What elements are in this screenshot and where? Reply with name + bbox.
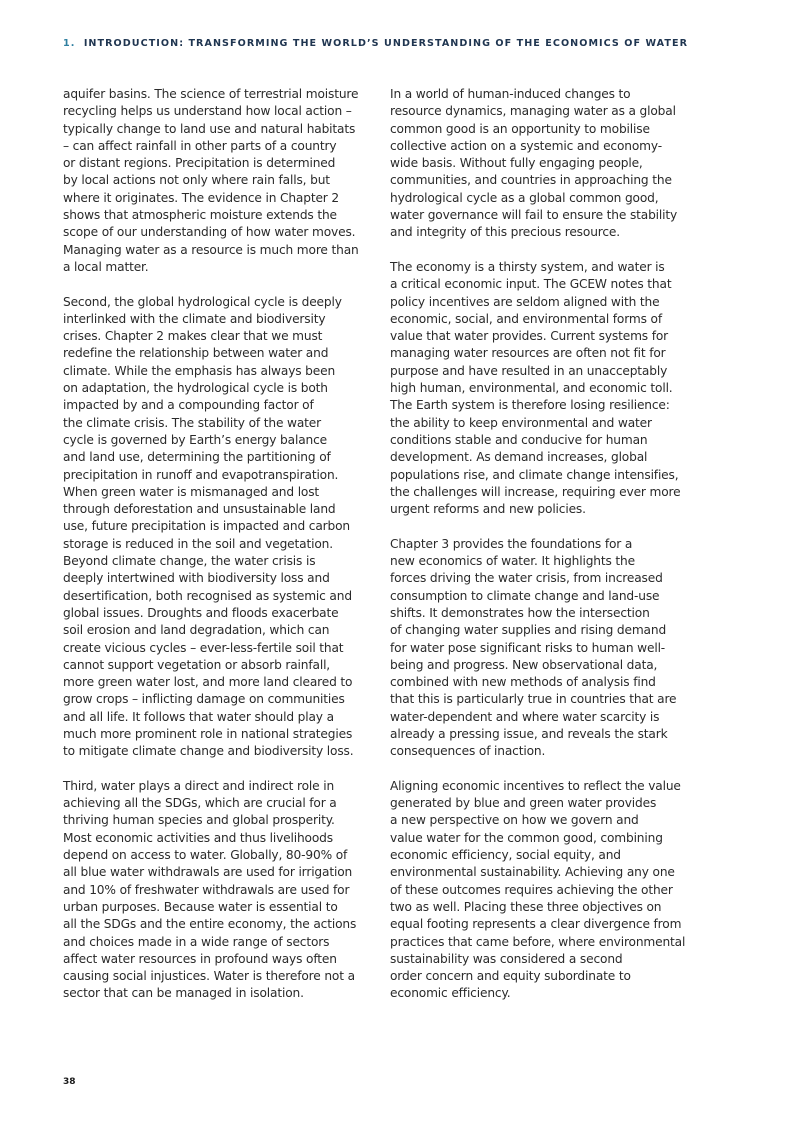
text-line: urban purposes. Because water is essential to (63, 899, 338, 914)
text-line: achieving all the SDGs, which are crucial for a (63, 796, 337, 811)
text-line: sector that can be managed in isolation. (63, 986, 304, 1001)
text-line: hydrological cycle as a global common good, (390, 190, 659, 205)
text-line: grow crops – inflicting damage on communities (63, 692, 345, 707)
text-line: Second, the global hydrological cycle is deeply (63, 294, 342, 309)
text-line: common good is an opportunity to mobilise (390, 121, 650, 136)
text-line: shifts. It demonstrates how the intersection (390, 605, 650, 620)
text-line: collective action on a systemic and economy- (390, 138, 662, 153)
text-line: sustainability was considered a second (390, 951, 623, 966)
text-line: order concern and equity subordinate to (390, 969, 631, 984)
text-line: communities, and countries in approaching the (390, 173, 672, 188)
text-line: the challenges will increase, requiring ever more (390, 484, 681, 499)
text-line: generated by blue and green water provides (390, 796, 657, 811)
text-line: typically change to land use and natural habitats (63, 121, 356, 136)
text-line: climate. While the emphasis has always been (63, 363, 336, 378)
text-line: water-dependent and where water scarcity is (390, 709, 660, 724)
text-line: two as well. Placing these three objectives on (390, 899, 662, 914)
text-line: development. As demand increases, global (390, 450, 648, 465)
right-column (390, 86, 720, 1020)
text-line: water governance will fail to ensure the stability (390, 208, 678, 223)
paragraph (390, 778, 720, 1003)
text-line: depend on access to water. Globally, 80-90% of (63, 848, 348, 863)
text-line: value water for the common good, combining (390, 830, 663, 845)
text-line: forces driving the water crisis, from increased (390, 571, 663, 586)
text-line: policy incentives are seldom aligned with the (390, 294, 660, 309)
text-line: affect water resources in profound ways often (63, 951, 337, 966)
text-line: The Earth system is therefore losing resilience: (390, 398, 670, 413)
text-line: In a world of human-induced changes to (390, 87, 631, 101)
text-line: scope of our understanding of how water moves. (63, 225, 356, 240)
paragraph (63, 294, 393, 761)
text-line: shows that atmospheric moisture extends the (63, 208, 337, 223)
text-line: where it originates. The evidence in Chapter 2 (63, 190, 339, 205)
text-line: cannot support vegetation or absorb rainfall, (63, 657, 331, 672)
text-line: already a pressing issue, and reveals the stark (390, 726, 668, 741)
text-line: populations rise, and climate change intensifies, (390, 467, 679, 482)
text-line: cycle is governed by Earth’s energy balance (63, 432, 327, 447)
text-line: impacted by and a compounding factor of (63, 398, 314, 413)
text-line: and integrity of this precious resource. (390, 225, 620, 240)
text-line: or distant regions. Precipitation is determined (63, 156, 336, 171)
text-line: economic efficiency, social equity, and (390, 848, 621, 863)
text-line: conditions stable and conducive for human (390, 432, 648, 447)
text-line: to mitigate climate change and biodiversity loss. (63, 744, 354, 759)
page-number: 38 (63, 1077, 76, 1087)
paragraph (390, 259, 720, 518)
text-line: Third, water plays a direct and indirect role in (63, 778, 335, 793)
text-line: recycling helps us understand how local action – (63, 104, 352, 119)
text-line: redefine the relationship between water and (63, 346, 329, 361)
text-line: Most economic activities and thus livelihoods (63, 830, 333, 845)
text-line: the ability to keep environmental and water (390, 415, 652, 430)
left-column (63, 86, 393, 1020)
text-line: and land use, determining the partitioning of (63, 450, 331, 465)
text-line: consumption to climate change and land-use (390, 588, 660, 603)
text-line: Chapter 3 provides the foundations for a (390, 536, 633, 551)
text-line: urgent reforms and new policies. (390, 502, 586, 517)
text-line: deeply intertwined with biodiversity loss and (63, 571, 330, 586)
text-line: interlinked with the climate and biodiversity (63, 311, 326, 326)
text-line: purpose and have resulted in an unacceptably (390, 363, 668, 378)
chapter-title: INTRODUCTION: TRANSFORMING THE WORLD’S UNDERSTANDING OF THE ECONOMICS OF WATER (83, 38, 689, 49)
text-line: wide basis. Without fully engaging people, (390, 156, 643, 171)
text-line: thriving human species and global prosperity. (63, 813, 335, 828)
text-line: global issues. Droughts and floods exacerbate (63, 605, 339, 620)
text-line: a local matter. (63, 259, 149, 274)
text-line: Beyond climate change, the water crisis is (63, 554, 316, 569)
text-line: and choices made in a wide range of sectors (63, 934, 330, 949)
text-line: of changing water supplies and rising demand (390, 623, 667, 638)
text-line: new economics of water. It highlights the (390, 554, 635, 569)
text-line: all the SDGs and the entire economy, the actions (63, 917, 357, 932)
chapter-number: 1. (63, 38, 76, 49)
text-line: by local actions not only where rain falls, but (63, 173, 330, 188)
text-line: through deforestation and unsustainable land (63, 502, 336, 517)
text-line: storage is reduced in the soil and vegetation. (63, 536, 333, 551)
text-line: When green water is mismanaged and lost (63, 484, 320, 499)
text-line: that this is particularly true in countries that are (390, 692, 677, 707)
text-line: combined with new methods of analysis find (390, 675, 656, 690)
text-line: much more prominent role in national strategies (63, 726, 353, 741)
text-line: – can affect rainfall in other parts of a country (63, 138, 337, 153)
text-line: practices that came before, where environmental (390, 934, 686, 949)
text-line: environmental sustainability. Achieving any one (390, 865, 675, 880)
text-line: Managing water as a resource is much more than (63, 242, 359, 257)
text-line: use, future precipitation is impacted and carbon (63, 519, 350, 534)
text-line: a new perspective on how we govern and (390, 813, 639, 828)
text-line: of these outcomes requires achieving the other (390, 882, 673, 897)
paragraph (390, 536, 720, 761)
text-line: equal footing represents a clear divergence from (390, 917, 682, 932)
text-line: resource dynamics, managing water as a global (390, 104, 676, 119)
text-line: desertification, both recognised as systemic and (63, 588, 352, 603)
paragraph (390, 86, 720, 242)
running-header (63, 38, 688, 49)
text-line: and all life. It follows that water should play a (63, 709, 334, 724)
text-line: economic, social, and environmental forms of (390, 311, 662, 326)
text-line: a critical economic input. The GCEW notes that (390, 277, 672, 292)
text-line: The economy is a thirsty system, and water is (390, 259, 665, 274)
text-line: being and progress. New observational data, (390, 657, 658, 672)
text-line: all blue water withdrawals are used for irrigation (63, 865, 353, 880)
text-line: precipitation in runoff and evapotranspiration. (63, 467, 339, 482)
text-line: Aligning economic incentives to reflect the value (390, 778, 681, 793)
text-line: soil erosion and land degradation, which can (63, 623, 330, 638)
text-line: and 10% of freshwater withdrawals are used for (63, 882, 350, 897)
text-line: value that water provides. Current systems for (390, 329, 669, 344)
text-line: crises. Chapter 2 makes clear that we must (63, 329, 323, 344)
text-line: consequences of inaction. (390, 744, 546, 759)
paragraph (63, 778, 393, 1003)
text-line: for water pose significant risks to human well- (390, 640, 666, 655)
text-line: economic efficiency. (390, 986, 511, 1001)
text-line: causing social injustices. Water is therefore not a (63, 969, 355, 984)
text-line: high human, environmental, and economic toll. (390, 381, 673, 396)
text-line: the climate crisis. The stability of the water (63, 415, 321, 430)
text-line: more green water lost, and more land cleared to (63, 675, 353, 690)
paragraph (63, 86, 393, 276)
text-line: managing water resources are often not fit for (390, 346, 666, 361)
text-line: create vicious cycles – ever-less-fertile soil that (63, 640, 344, 655)
text-line: on adaptation, the hydrological cycle is both (63, 381, 328, 396)
text-line: aquifer basins. The science of terrestrial moisture (63, 87, 359, 101)
